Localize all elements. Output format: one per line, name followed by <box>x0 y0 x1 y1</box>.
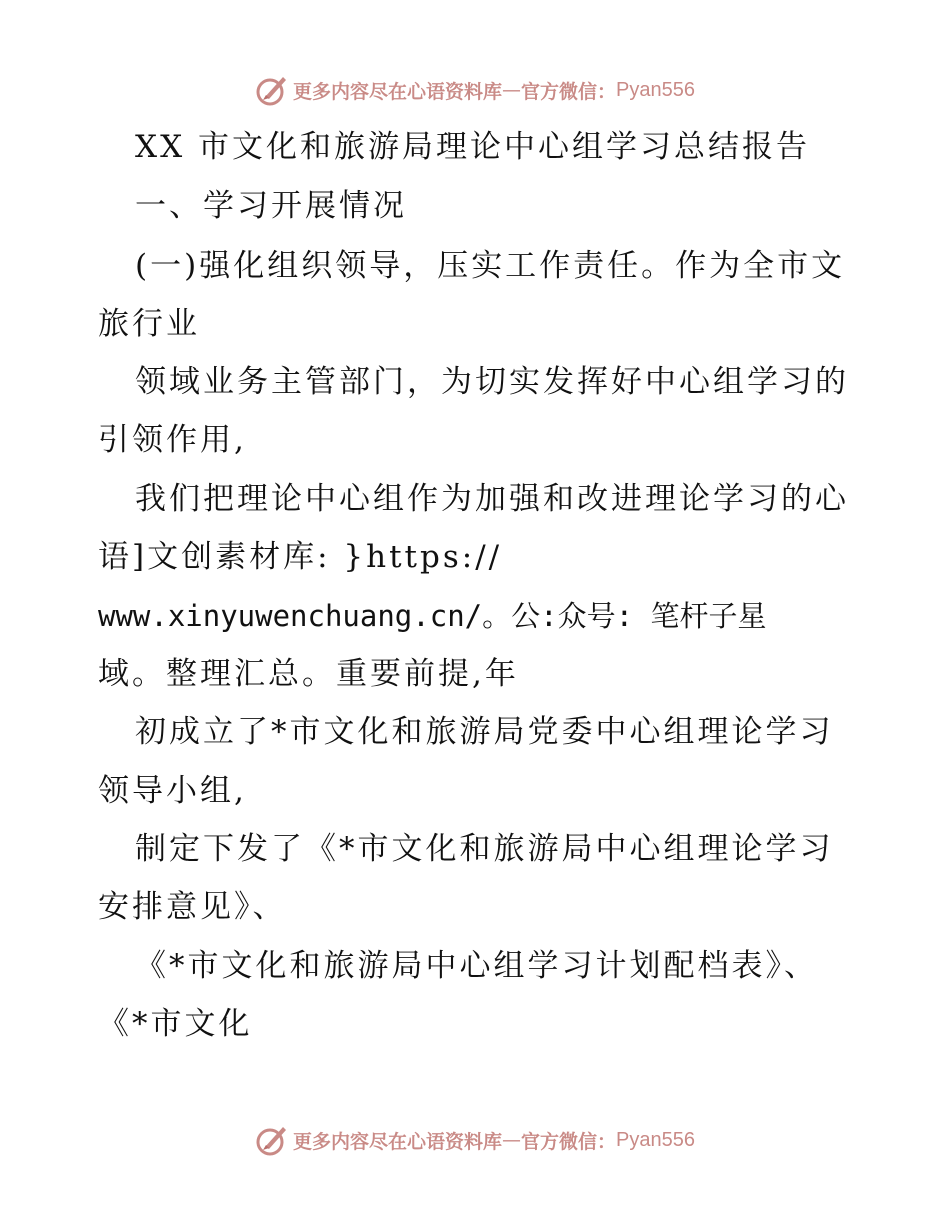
paragraph-line: 引领作用, <box>98 422 247 458</box>
banner-dash: — <box>502 1129 522 1151</box>
paragraph-line: 旅行业 <box>98 306 200 342</box>
header-banner <box>0 70 950 110</box>
banner-text: 更多内容尽在心语资料库 <box>293 80 503 103</box>
paragraph-line: (一)强化组织领导，压实工作责任。作为全市文 <box>135 248 846 284</box>
banner-wechat-id: Pyan556 <box>616 78 695 101</box>
quill-logo-icon <box>255 73 289 107</box>
banner-text: 更多内容尽在心语资料库 <box>293 1130 503 1153</box>
section-heading: 一、学习开展情况 <box>135 188 407 224</box>
footer-banner <box>0 1120 950 1160</box>
paragraph-line: 领导小组, <box>98 773 247 809</box>
paragraph-line: 安排意见》、 <box>98 889 287 925</box>
quill-logo-icon <box>255 1123 289 1157</box>
banner-wechat-label: 官方微信： <box>521 80 617 103</box>
banner-wechat-id: Pyan556 <box>616 1128 695 1151</box>
paragraph-line: 我们把理论中心组作为加强和改进理论学习的心 <box>135 481 849 517</box>
paragraph-line-url: www.xinyuwenchuang.cn/。公:众号: 笔杆子星 <box>98 599 767 633</box>
paragraph-line: 初成立了*市文化和旅游局党委中心组理论学习 <box>135 714 834 750</box>
paragraph-line: 语]文创素材库: }https:// <box>98 539 503 575</box>
paragraph-line: 制定下发了《*市文化和旅游局中心组理论学习 <box>135 831 834 867</box>
document-title: XX 市文化和旅游局理论中心组学习总结报告 <box>135 129 810 165</box>
paragraph-line: 域。整理汇总。重要前提,年 <box>98 656 519 692</box>
paragraph-line: 《*市文化和旅游局中心组学习计划配档表》、 <box>135 948 818 984</box>
paragraph-line: 领域业务主管部门，为切实发挥好中心组学习的 <box>135 364 849 400</box>
paragraph-line: 《*市文化 <box>98 1006 253 1042</box>
banner-wechat-label: 官方微信： <box>521 1130 617 1153</box>
banner-dash: — <box>502 79 522 101</box>
